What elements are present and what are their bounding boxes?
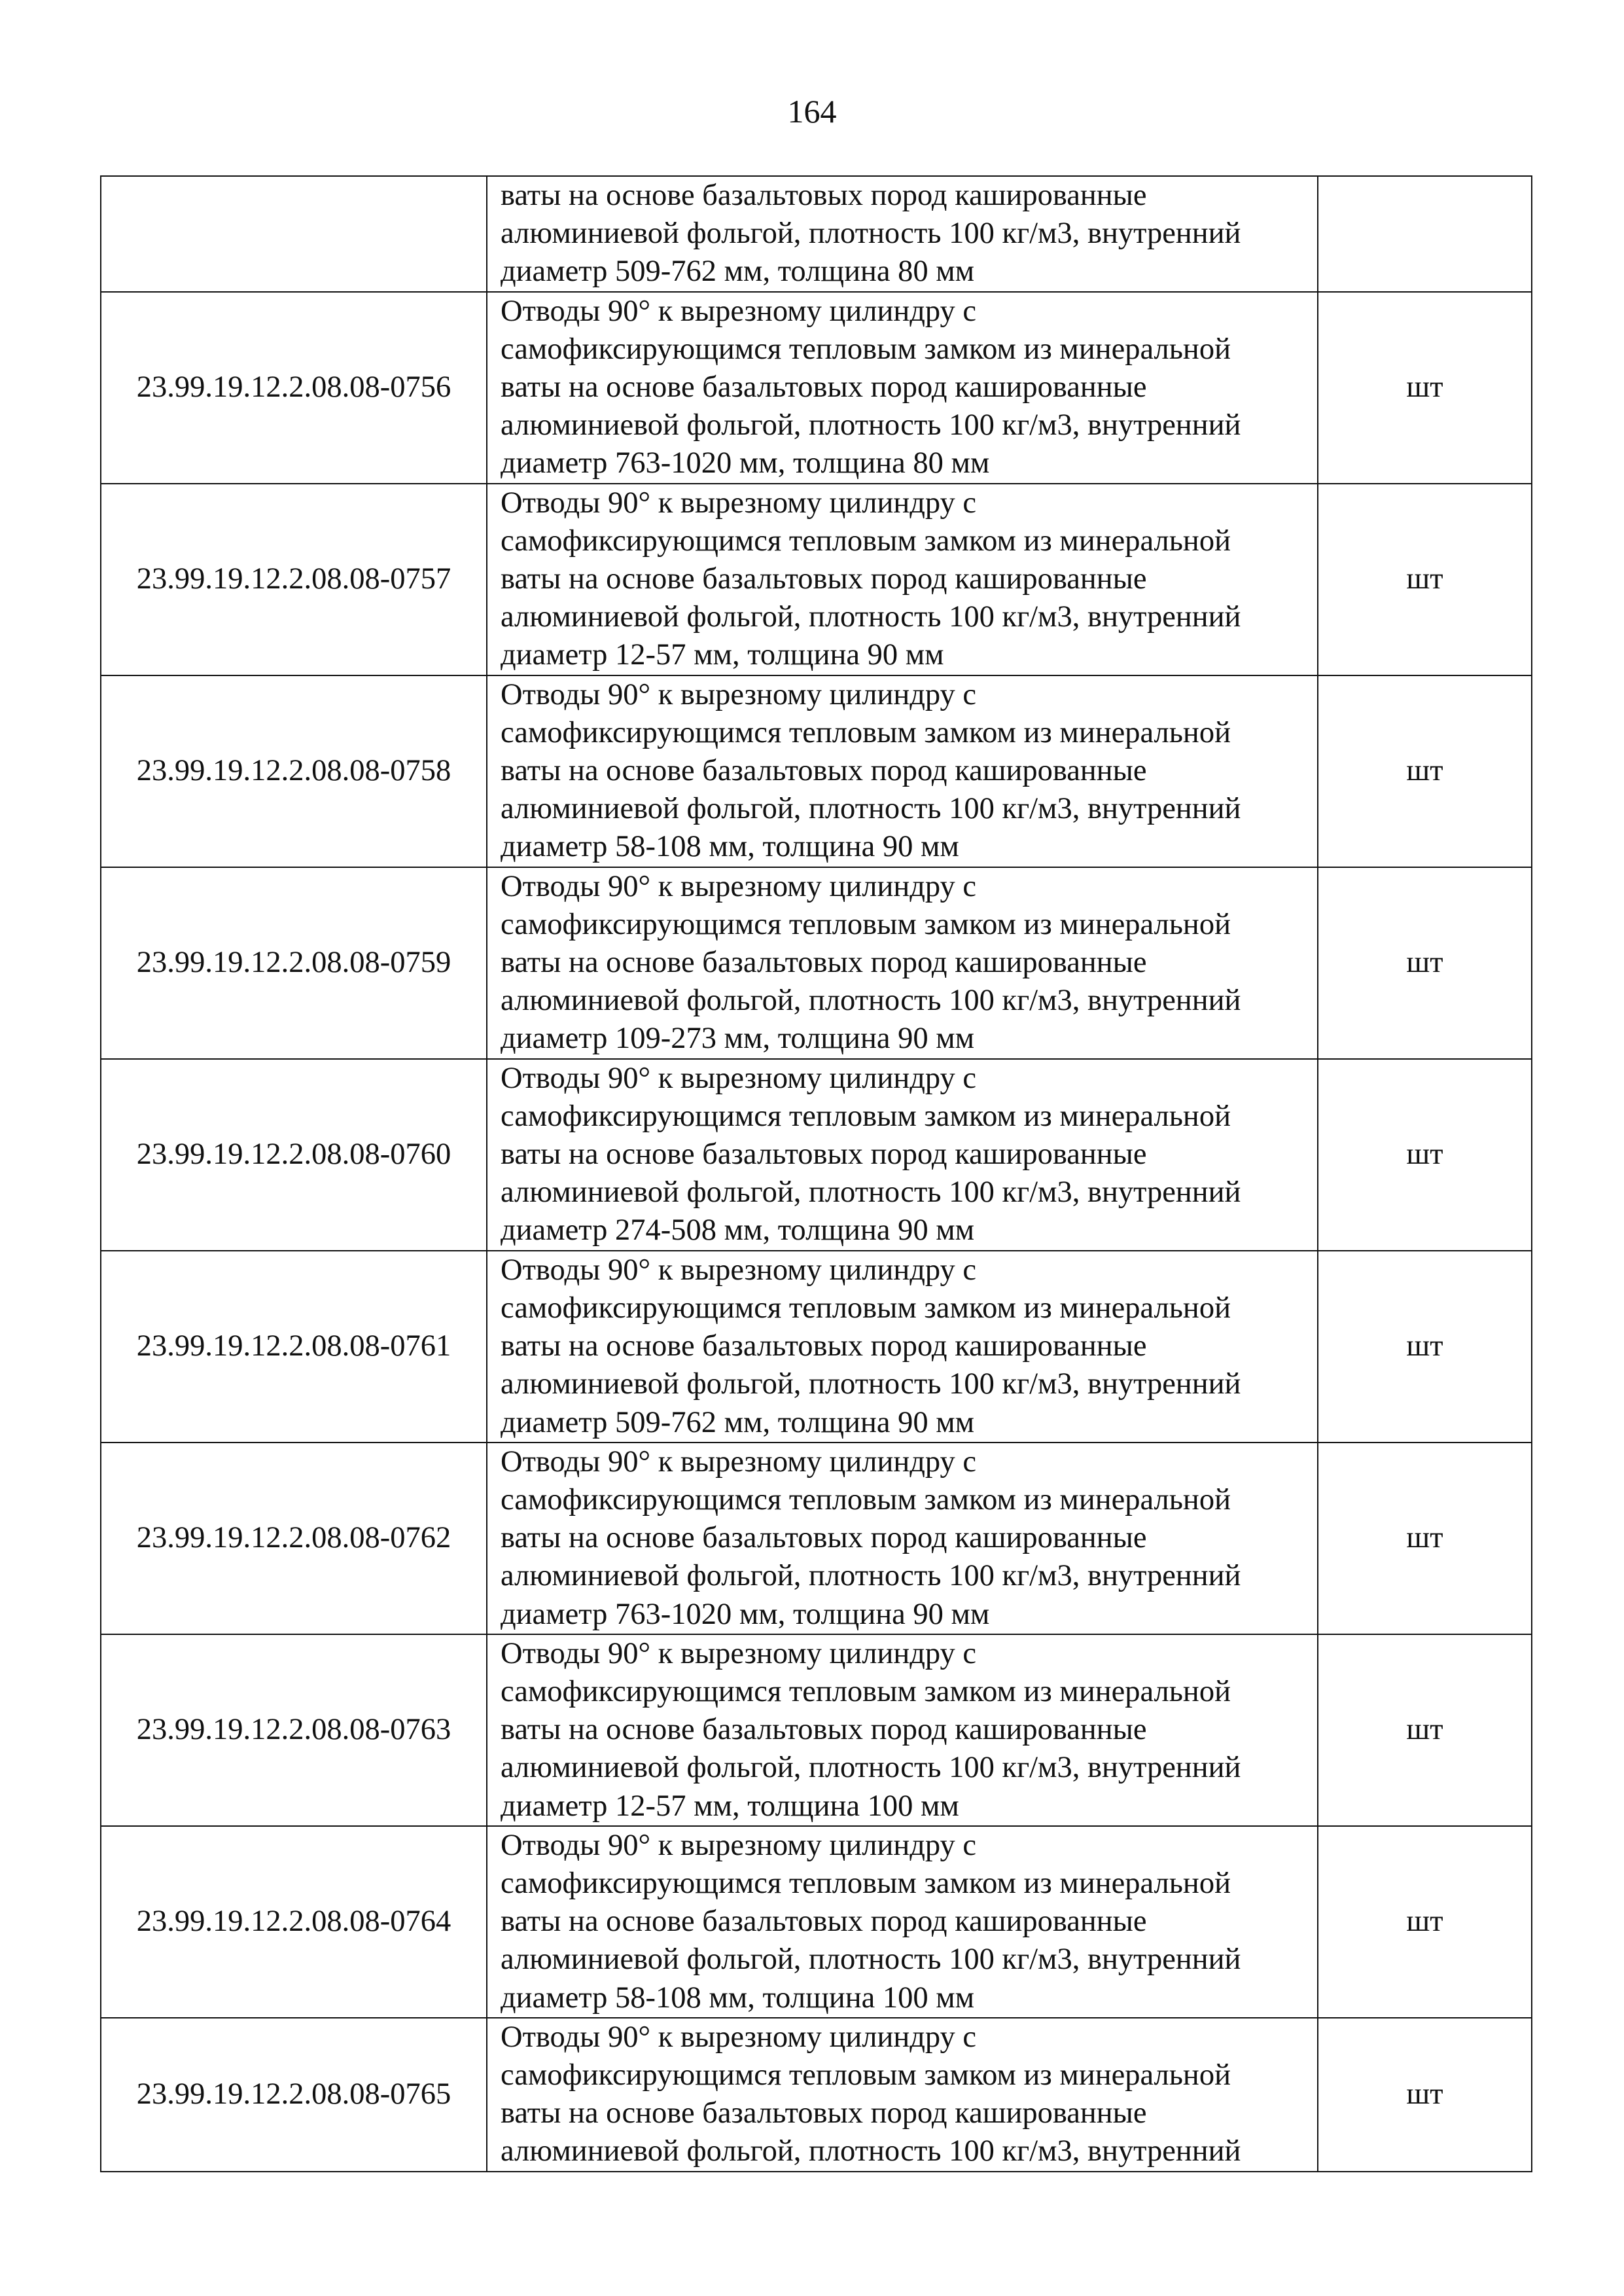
table-row — [101, 867, 1532, 1059]
description-line: алюминиевой фольгой, плотность 100 кг/м3, внутренний — [501, 408, 1241, 442]
description-line: самофиксирующимся тепловым замком из минеральной — [501, 1099, 1231, 1133]
description-line: диаметр 58-108 мм, толщина 100 мм — [501, 1981, 975, 2015]
unit-of-measure — [1318, 176, 1532, 292]
resource-code — [101, 176, 487, 292]
description-line: диаметр 509-762 мм, толщина 80 мм — [501, 255, 975, 289]
table-row — [101, 2018, 1532, 2172]
resource-description — [487, 176, 1318, 292]
resource-code: 23.99.19.12.2.08.08-0761 — [101, 1251, 487, 1443]
description-line: диаметр 12-57 мм, толщина 100 мм — [501, 1789, 959, 1823]
resource-description — [487, 484, 1318, 675]
resource-description — [487, 1251, 1318, 1443]
resource-description — [487, 1826, 1318, 2018]
description-line: самофиксирующимся тепловым замком из минеральной — [501, 524, 1231, 558]
resource-description — [487, 1059, 1318, 1251]
description-line: ваты на основе базальтовых пород кашированные — [501, 2096, 1147, 2130]
resource-description — [487, 2018, 1318, 2172]
table-row — [101, 1826, 1532, 2018]
description-line: диаметр 109-273 мм, толщина 90 мм — [501, 1022, 975, 1056]
description-line: диаметр 58-108 мм, толщина 90 мм — [501, 830, 959, 864]
description-line: алюминиевой фольгой, плотность 100 кг/м3, внутренний — [501, 2134, 1241, 2168]
unit-of-measure: шт — [1318, 675, 1532, 867]
description-line: алюминиевой фольгой, плотность 100 кг/м3, внутренний — [501, 600, 1241, 634]
materials-table — [100, 175, 1532, 2172]
unit-of-measure: шт — [1318, 2018, 1532, 2172]
unit-of-measure: шт — [1318, 1251, 1532, 1443]
description-line: Отводы 90° к вырезному цилиндру с — [501, 1061, 977, 1095]
description-line: самофиксирующимся тепловым замком из минеральной — [501, 1866, 1231, 1900]
description-line: алюминиевой фольгой, плотность 100 кг/м3, внутренний — [501, 792, 1241, 826]
description-line: Отводы 90° к вырезному цилиндру с — [501, 1828, 977, 1862]
description-line: самофиксирующимся тепловым замком из минеральной — [501, 1482, 1231, 1516]
unit-of-measure: шт — [1318, 484, 1532, 675]
description-line: алюминиевой фольгой, плотность 100 кг/м3, внутренний — [501, 1943, 1241, 1977]
description-line: алюминиевой фольгой, плотность 100 кг/м3, внутренний — [501, 1175, 1241, 1210]
description-line: алюминиевой фольгой, плотность 100 кг/м3, внутренний — [501, 1751, 1241, 1785]
description-line: ваты на основе базальтовых пород кашированные — [501, 946, 1147, 980]
page-number: 164 — [787, 93, 837, 130]
description-line: самофиксирующимся тепловым замком из минеральной — [501, 1674, 1231, 1708]
table-row — [101, 484, 1532, 675]
resource-code: 23.99.19.12.2.08.08-0758 — [101, 675, 487, 867]
table-row — [101, 292, 1532, 484]
table-row — [101, 675, 1532, 867]
description-line: Отводы 90° к вырезному цилиндру с — [501, 1444, 977, 1479]
description-line: самофиксирующимся тепловым замком из минеральной — [501, 1291, 1231, 1325]
unit-of-measure: шт — [1318, 1634, 1532, 1826]
resource-description — [487, 1634, 1318, 1826]
description-line: диаметр 12-57 мм, толщина 90 мм — [501, 638, 944, 672]
resource-code: 23.99.19.12.2.08.08-0762 — [101, 1443, 487, 1634]
table-row — [101, 1251, 1532, 1443]
resource-description — [487, 675, 1318, 867]
description-line: самофиксирующимся тепловым замком из минеральной — [501, 332, 1231, 366]
description-line: самофиксирующимся тепловым замком из минеральной — [501, 715, 1231, 749]
description-line: диаметр 509-762 мм, толщина 90 мм — [501, 1405, 975, 1439]
description-line: диаметр 763-1020 мм, толщина 80 мм — [501, 446, 990, 480]
table-row — [101, 176, 1532, 292]
description-line: Отводы 90° к вырезному цилиндру с — [501, 869, 977, 903]
table-row — [101, 1443, 1532, 1634]
resource-description — [487, 292, 1318, 484]
resource-code: 23.99.19.12.2.08.08-0763 — [101, 1634, 487, 1826]
unit-of-measure: шт — [1318, 1059, 1532, 1251]
description-line: Отводы 90° к вырезному цилиндру с — [501, 677, 977, 711]
description-line: алюминиевой фольгой, плотность 100 кг/м3, внутренний — [501, 217, 1241, 251]
description-line: ваты на основе базальтовых пород кашированные — [501, 1329, 1147, 1363]
description-line: алюминиевой фольгой, плотность 100 кг/м3, внутренний — [501, 1559, 1241, 1593]
description-line: ваты на основе базальтовых пород кашированные — [501, 1905, 1147, 1939]
description-line: самофиксирующимся тепловым замком из минеральной — [501, 907, 1231, 941]
description-line: ваты на основе базальтовых пород кашированные — [501, 179, 1147, 212]
description-line: ваты на основе базальтовых пород кашированные — [501, 1713, 1147, 1747]
resource-code: 23.99.19.12.2.08.08-0757 — [101, 484, 487, 675]
unit-of-measure: шт — [1318, 292, 1532, 484]
table-row — [101, 1634, 1532, 1826]
description-line: Отводы 90° к вырезному цилиндру с — [501, 1253, 977, 1287]
description-line: Отводы 90° к вырезному цилиндру с — [501, 2020, 977, 2054]
resource-description — [487, 867, 1318, 1059]
description-line: Отводы 90° к вырезному цилиндру с — [501, 294, 977, 328]
description-line: диаметр 763-1020 мм, толщина 90 мм — [501, 1597, 990, 1631]
table-row — [101, 1059, 1532, 1251]
resource-code: 23.99.19.12.2.08.08-0765 — [101, 2018, 487, 2172]
resource-code: 23.99.19.12.2.08.08-0764 — [101, 1826, 487, 2018]
resource-code: 23.99.19.12.2.08.08-0756 — [101, 292, 487, 484]
description-line: ваты на основе базальтовых пород кашированные — [501, 370, 1147, 404]
unit-of-measure: шт — [1318, 867, 1532, 1059]
description-line: диаметр 274-508 мм, толщина 90 мм — [501, 1213, 975, 1247]
description-line: ваты на основе базальтовых пород кашированные — [501, 1138, 1147, 1172]
description-line: ваты на основе базальтовых пород кашированные — [501, 562, 1147, 596]
description-line: алюминиевой фольгой, плотность 100 кг/м3, внутренний — [501, 984, 1241, 1018]
description-line: алюминиевой фольгой, плотность 100 кг/м3, внутренний — [501, 1367, 1241, 1401]
description-line: Отводы 90° к вырезному цилиндру с — [501, 486, 977, 520]
resource-code: 23.99.19.12.2.08.08-0759 — [101, 867, 487, 1059]
unit-of-measure: шт — [1318, 1826, 1532, 2018]
resource-description — [487, 1443, 1318, 1634]
unit-of-measure: шт — [1318, 1443, 1532, 1634]
description-line: ваты на основе базальтовых пород кашированные — [501, 754, 1147, 788]
resource-code: 23.99.19.12.2.08.08-0760 — [101, 1059, 487, 1251]
description-line: Отводы 90° к вырезному цилиндру с — [501, 1636, 977, 1670]
description-line: ваты на основе базальтовых пород кашированные — [501, 1521, 1147, 1555]
description-line: самофиксирующимся тепловым замком из минеральной — [501, 2058, 1231, 2092]
